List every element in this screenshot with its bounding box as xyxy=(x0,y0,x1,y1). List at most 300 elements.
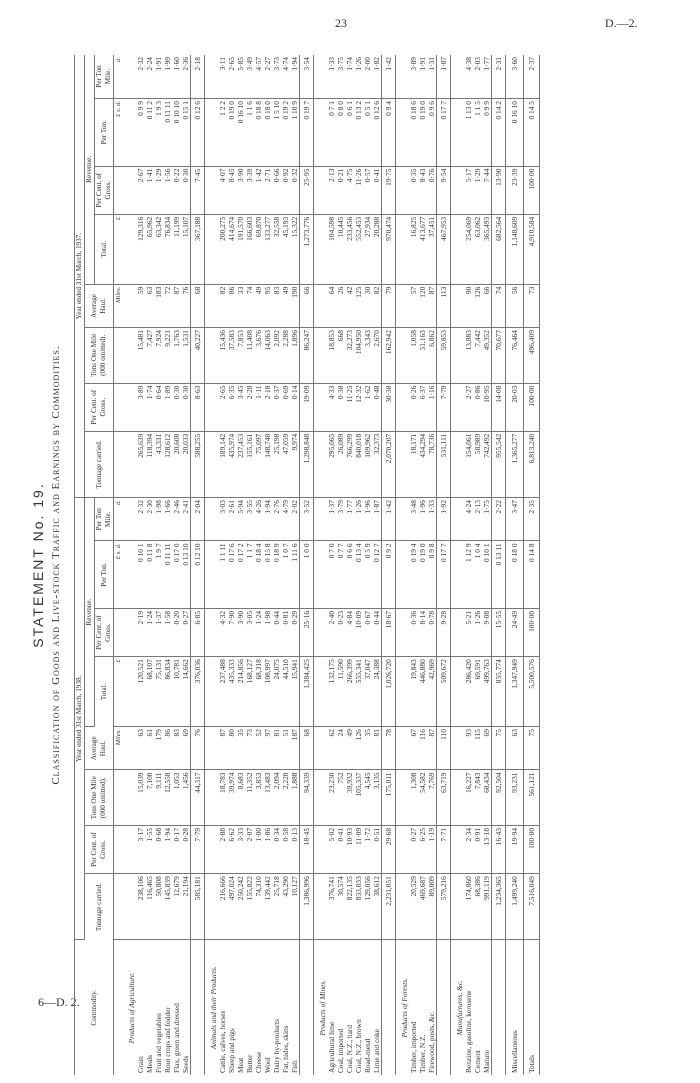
table-cell: 0·23 xyxy=(336,608,345,656)
table-cell: 69 xyxy=(482,727,492,770)
table-cell: 54,582 xyxy=(418,770,427,825)
table-cell: 3·33 xyxy=(236,825,245,873)
header-avg-haul-1938: Average Haul. xyxy=(85,727,114,770)
table-cell: 100·00 xyxy=(524,608,540,656)
table-cell: 0·66 xyxy=(272,166,281,214)
header-per-ton-1937: Per Ton. xyxy=(95,99,114,167)
table-cell: 2·28 xyxy=(245,383,254,431)
table-row xyxy=(227,55,236,1075)
table-cell: 93 xyxy=(464,727,473,770)
table-cell: 0 5 1 xyxy=(363,99,372,167)
table-cell: 1·82 xyxy=(372,55,382,99)
table-cell: 588,255 xyxy=(191,431,205,497)
table-cell: 42,969 xyxy=(427,657,437,727)
table-cell: 18,853 xyxy=(327,328,336,383)
table-row xyxy=(464,55,473,1075)
table-cell: 26 xyxy=(336,284,345,327)
table-cell: 95 xyxy=(263,284,272,327)
header-rev-percent-1937: Per Cent. of Gross. xyxy=(95,166,114,214)
table-cell: 82 xyxy=(218,284,227,327)
table-cell: 37,047 xyxy=(363,657,372,727)
table-cell: 0·48 xyxy=(372,383,382,431)
table-cell: 174,860 xyxy=(464,874,473,940)
table-cell: 0 9 9 xyxy=(482,99,492,167)
table-cell: 1·29 xyxy=(473,166,482,214)
table-cell: 2,288 xyxy=(281,328,290,383)
table-cell: 115 xyxy=(473,727,482,770)
commodity-label: Flax, green and dressed xyxy=(172,1003,181,1073)
table-cell: 78 xyxy=(382,727,396,770)
table-cell: 1,763 xyxy=(172,328,181,383)
commodity-label: Totals xyxy=(524,940,540,1075)
table-cell: 0 14 5 xyxy=(524,99,540,167)
table-cell: 75 xyxy=(492,727,506,770)
table-row xyxy=(482,55,492,1075)
table-cell: 51 xyxy=(281,727,290,770)
statement-subtitle: Classification of Goods and Live-stock Traffic and Earnings by Commodities. xyxy=(50,345,62,785)
table-cell: 0·58 xyxy=(281,825,290,873)
table-cell: 8·63 xyxy=(191,383,205,431)
table-cell: 1·62 xyxy=(363,383,372,431)
table-cell: 3·03 xyxy=(218,498,227,541)
table-cell: 0·92 xyxy=(281,166,290,214)
table-cell: 1 0 0 xyxy=(300,541,314,609)
table-row xyxy=(409,55,418,1075)
table-cell: 2,670 xyxy=(372,328,382,383)
table-cell: 5·21 xyxy=(464,608,473,656)
table-cell: 1·42 xyxy=(382,55,396,99)
table-cell: 0 17 7 xyxy=(437,541,451,609)
commodity-label: Wool xyxy=(263,1057,272,1073)
table-cell: 1·94 xyxy=(290,55,300,99)
table-cell: 0 9 6 xyxy=(427,99,437,167)
commodity-label: Root crops and fodder xyxy=(163,1007,172,1073)
table-cell: 0 9 4 xyxy=(382,99,396,167)
table-cell: 1·00 xyxy=(254,825,263,873)
table-cell: 1 1 6 xyxy=(245,99,254,167)
table-cell: 37,451 xyxy=(427,214,437,284)
commodity-label: Meals xyxy=(145,1054,154,1073)
section-row xyxy=(123,55,136,1075)
table-cell: 7·44 xyxy=(482,166,492,214)
table-cell: 3·75 xyxy=(336,55,345,99)
header-percent-gross-1938: Per Cent. of Gross. xyxy=(85,825,114,873)
table-cell: 3·54 xyxy=(300,55,314,99)
table-cell: 39,932 xyxy=(345,770,354,825)
table-cell: 63 xyxy=(145,284,154,327)
table-cell: 2·03 xyxy=(473,55,482,99)
table-cell: 73 xyxy=(245,727,254,770)
table-cell: 104,950 xyxy=(354,328,363,383)
table-cell: 51,163 xyxy=(418,328,427,383)
table-cell: 0 13 11 xyxy=(492,541,506,609)
table-cell: 16,825 xyxy=(409,214,418,284)
table-cell: 67 xyxy=(409,727,418,770)
table-cell: 189,142 xyxy=(218,431,227,497)
table-cell: 30 xyxy=(363,284,372,327)
table-cell: 15,436 xyxy=(218,328,227,383)
table-cell: 0 11 11 xyxy=(163,99,172,167)
table-cell: 13,883 xyxy=(464,328,473,383)
table-row xyxy=(290,55,300,1075)
table-cell: 1·55 xyxy=(145,825,154,873)
table-cell: 168,127 xyxy=(245,657,254,727)
table-cell: 49 xyxy=(254,284,263,327)
table-cell: 6·25 xyxy=(418,825,427,873)
table-cell: 86 xyxy=(163,727,172,770)
table-cell: 0·29 xyxy=(290,608,300,656)
table-row xyxy=(181,55,191,1075)
commodity-label xyxy=(191,940,205,1075)
table-cell: 5·85 xyxy=(236,55,245,99)
table-cell: 82 xyxy=(372,284,382,327)
table-cell: 0 17 2 xyxy=(236,541,245,609)
table-cell: 1,386,996 xyxy=(300,874,314,940)
table-cell: 37,583 xyxy=(227,328,236,383)
table-cell: 68 xyxy=(300,727,314,770)
document-reference: D.—2. xyxy=(605,16,638,30)
table-cell: 15,941 xyxy=(290,657,300,727)
table-cell: 0 6 6 xyxy=(345,541,354,609)
table-cell: 0·28 xyxy=(181,825,191,873)
table-cell: 15,039 xyxy=(136,770,145,825)
commodity-label: Manure xyxy=(482,1050,491,1073)
table-cell: 555,341 xyxy=(354,657,363,727)
table-cell: 27,934 xyxy=(363,214,372,284)
table-cell: 15,481 xyxy=(136,328,145,383)
commodity-label: Agricultural lime xyxy=(327,1021,336,1073)
page-number: 23 xyxy=(335,16,347,30)
table-row xyxy=(163,55,172,1075)
commodity-label: Coal, N.Z., brown xyxy=(354,1019,363,1073)
table-cell: 76,834 xyxy=(163,214,172,284)
table-cell: 0·22 xyxy=(172,166,181,214)
header-total-1937: Total. xyxy=(95,214,114,284)
table-cell: 4·75 xyxy=(345,166,354,214)
table-cell: 43,331 xyxy=(154,431,163,497)
table-cell: 2,092 xyxy=(272,328,281,383)
table-cell: 92,504 xyxy=(492,770,506,825)
table-cell: 0·44 xyxy=(372,608,382,656)
table-cell: 68,318 xyxy=(254,657,263,727)
table-cell: 0 13 4 xyxy=(354,541,363,609)
table-cell: 1·89 xyxy=(163,383,172,431)
table-cell: 3·89 xyxy=(409,55,418,99)
table-cell: 1 0 4 xyxy=(473,541,482,609)
table-cell: 2·34 xyxy=(464,825,473,873)
table-cell: 61 xyxy=(145,727,154,770)
table-cell: 129,316 xyxy=(136,214,145,284)
table-cell: 1,148,609 xyxy=(510,214,519,284)
table-cell: 43,290 xyxy=(281,874,290,940)
commodity-label: Grain xyxy=(136,1056,145,1073)
table-body xyxy=(114,55,540,1075)
table-cell: 467,953 xyxy=(437,214,451,284)
commodity-label: Sheep and pigs xyxy=(227,1028,236,1073)
table-cell: 2·65 xyxy=(227,55,236,99)
table-cell: 0 18 0 xyxy=(510,541,519,609)
table-cell: 1·94 xyxy=(163,825,172,873)
table-cell: 4·79 xyxy=(281,498,290,541)
table-cell: 0 16 10 xyxy=(510,99,519,167)
table-cell: 0·35 xyxy=(409,166,418,214)
table-cell: 1·74 xyxy=(145,383,154,431)
table-cell: 18,171 xyxy=(409,431,418,497)
table-cell: 0 17 0 xyxy=(172,541,181,609)
table-cell: 0 9 8 xyxy=(427,541,437,609)
table-cell: 0·20 xyxy=(172,608,181,656)
table-cell: 86,247 xyxy=(300,328,314,383)
table-row xyxy=(363,55,372,1075)
table-cell: 2·40 xyxy=(327,608,336,656)
table-cell: 11·25 xyxy=(345,383,354,431)
table-cell: 0 16 10 xyxy=(236,99,245,167)
table-cell: 0 18 9 xyxy=(272,541,281,609)
unit-d-1937: d. xyxy=(114,55,124,99)
table-cell: 4·33 xyxy=(327,383,336,431)
table-cell: 40,227 xyxy=(191,328,205,383)
table-cell: 2·04 xyxy=(191,498,205,541)
section-row xyxy=(396,55,410,1075)
table-cell: 155,822 xyxy=(245,874,254,940)
table-cell: 1 11 6 xyxy=(290,541,300,609)
subtotal-row xyxy=(191,55,205,1075)
table-cell: 3·05 xyxy=(245,608,254,656)
table-cell: 1 1 7 xyxy=(245,541,254,609)
table-cell: 7·90 xyxy=(227,608,236,656)
table-cell: 8,683 xyxy=(236,770,245,825)
table-cell: 25,718 xyxy=(272,874,281,940)
table-cell: 1·19 xyxy=(427,825,437,873)
table-cell: 561,121 xyxy=(524,770,540,825)
table-cell: 0 9 9 xyxy=(136,99,145,167)
table-cell: 1·58 xyxy=(163,608,172,656)
table-cell: 2·36 xyxy=(181,55,191,99)
table-cell: 105,337 xyxy=(354,770,363,825)
table-cell: 0 6 1 xyxy=(345,99,354,167)
table-cell: 1·87 xyxy=(372,498,382,541)
table-cell: 3·17 xyxy=(136,825,145,873)
table-cell: 0 18 0 xyxy=(263,99,272,167)
table-cell: 4·57 xyxy=(254,55,263,99)
table-cell: 4·74 xyxy=(281,55,290,99)
table-cell: 116 xyxy=(418,727,427,770)
table-cell: 250,242 xyxy=(236,874,245,940)
table-row xyxy=(145,55,154,1075)
table-cell: 7·45 xyxy=(191,166,205,214)
table-cell: 496,409 xyxy=(524,328,540,383)
table-cell: 15,107 xyxy=(181,214,191,284)
table-cell: 1·42 xyxy=(382,498,396,541)
table-cell: 6·85 xyxy=(191,608,205,656)
table-cell: 24,388 xyxy=(372,657,382,727)
unit-lsd-1938: £ s. d. xyxy=(114,541,124,609)
table-cell: 52 xyxy=(254,727,263,770)
table-cell: 2·31 xyxy=(492,55,506,99)
table-cell: 2·41 xyxy=(181,498,191,541)
table-cell: 3,135 xyxy=(372,770,382,825)
table-cell: 0·21 xyxy=(336,166,345,214)
table-cell: 1·37 xyxy=(154,608,163,656)
commodity-label: Firewood, posts, &c. xyxy=(427,1011,436,1073)
table-cell: 58,989 xyxy=(473,431,482,497)
table-cell: 0 11 11 xyxy=(163,541,172,609)
table-row xyxy=(327,55,336,1075)
table-cell: 19·94 xyxy=(510,825,519,873)
table-cell: 376,036 xyxy=(191,657,205,727)
table-cell: 2·65 xyxy=(218,383,227,431)
section-heading: Products of Forests. xyxy=(400,977,409,1038)
table-cell: 0 13 10 xyxy=(181,541,191,609)
table-cell: 0·27 xyxy=(181,608,191,656)
table-cell: 13·18 xyxy=(482,825,492,873)
commodity-label xyxy=(492,940,506,1075)
table-cell: 238,106 xyxy=(136,874,145,940)
commodity-label: Timber, imported xyxy=(409,1021,418,1073)
table-cell: 1·74 xyxy=(345,55,354,99)
table-cell: 12,679 xyxy=(172,874,181,940)
table-cell: 13·90 xyxy=(492,166,506,214)
table-cell: 12,558 xyxy=(163,770,172,825)
table-cell: 497,024 xyxy=(227,874,236,940)
commodity-label: Fruit and vegetables xyxy=(154,1013,163,1073)
table-cell: 3·55 xyxy=(245,498,254,541)
table-cell: 20,288 xyxy=(372,214,382,284)
table-cell: 87 xyxy=(427,727,437,770)
table-cell: 1 1 11 xyxy=(218,541,227,609)
table-row xyxy=(336,55,345,1075)
header-per-ton-1938: Per Ton. xyxy=(95,541,114,609)
table-cell: 0 18 6 xyxy=(409,99,418,167)
table-cell: 0·64 xyxy=(154,383,163,431)
header-per-ton-mile-1937: Per Ton Mile. xyxy=(95,55,114,99)
header-ton-miles-1937: Tons One Mile (000 omitted). xyxy=(85,328,114,383)
table-cell: 0 12 7 xyxy=(372,541,382,609)
table-cell: 1·77 xyxy=(482,55,492,99)
table-cell: 0 18 4 xyxy=(254,541,263,609)
table-cell: 1·37 xyxy=(327,498,336,541)
table-cell: 75,131 xyxy=(154,657,163,727)
table-cell: 59 xyxy=(136,284,145,327)
table-cell: 0·81 xyxy=(281,608,290,656)
table-cell: 4·24 xyxy=(464,498,473,541)
table-cell: 64 xyxy=(327,284,336,327)
table-cell: 1·31 xyxy=(427,55,437,99)
table-cell: 49 xyxy=(281,284,290,327)
table-cell: 7,100 xyxy=(145,770,154,825)
table-cell: 50,808 xyxy=(154,874,163,940)
table-cell: 16,227 xyxy=(464,770,473,825)
table-cell: 1·77 xyxy=(345,498,354,541)
table-cell: 1 9 7 xyxy=(154,541,163,609)
table-cell: 2,094 xyxy=(272,770,281,825)
commodity-label xyxy=(382,940,396,1075)
table-cell: 0·91 xyxy=(473,825,482,873)
table-cell: 509,672 xyxy=(437,657,451,727)
table-cell: 7,427 xyxy=(145,328,154,383)
table-row xyxy=(354,55,363,1075)
table-cell: 0 12 6 xyxy=(191,99,205,167)
table-cell: 2·27 xyxy=(263,55,272,99)
table-cell: 90 xyxy=(464,284,473,327)
table-cell: 6·35 xyxy=(227,383,236,431)
table-cell: 1·99 xyxy=(163,55,172,99)
table-cell: 129,056 xyxy=(363,874,372,940)
units-row xyxy=(114,55,124,1075)
table-cell: 1·72 xyxy=(363,825,372,873)
table-cell: 2·35 xyxy=(524,498,540,541)
header-revenue-1937: Revenue. xyxy=(85,55,95,284)
table-cell: 0 12 6 xyxy=(372,99,382,167)
table-cell: 0·51 xyxy=(372,825,382,873)
table-cell: 7·71 xyxy=(437,825,451,873)
table-cell: 1 0 7 xyxy=(281,541,290,609)
table-cell: 0·13 xyxy=(290,825,300,873)
table-cell: 822,135 xyxy=(345,874,354,940)
table-cell: 1·86 xyxy=(263,825,272,873)
table-cell: 2·37 xyxy=(524,55,540,99)
table-cell: 32,373 xyxy=(372,431,382,497)
table-cell: 145,839 xyxy=(163,874,172,940)
table-cell: 13,483 xyxy=(263,770,272,825)
table-cell: 265,639 xyxy=(136,431,145,497)
table-cell: 0·76 xyxy=(427,166,437,214)
table-row xyxy=(510,55,519,1075)
table-row xyxy=(418,55,427,1075)
table-cell: 80 xyxy=(227,727,236,770)
table-cell: 2·46 xyxy=(172,498,181,541)
table-row xyxy=(254,55,263,1075)
table-cell: 2·32 xyxy=(136,55,145,99)
table-cell: 63 xyxy=(136,727,145,770)
subtotal-row xyxy=(437,55,451,1075)
table-cell: 970,474 xyxy=(382,214,396,284)
table-cell: 0 9 2 xyxy=(382,541,396,609)
table-cell: 69,870 xyxy=(254,214,263,284)
table-cell: 0 10 10 xyxy=(172,99,181,167)
table-cell: 585,181 xyxy=(191,874,205,940)
table-cell: 2·67 xyxy=(136,166,145,214)
table-cell: 2·76 xyxy=(272,498,281,541)
table-cell: 0 8 0 xyxy=(336,99,345,167)
table-cell: 65,962 xyxy=(145,214,154,284)
commodity-label: Cement xyxy=(473,1050,482,1073)
table-cell: 2·07 xyxy=(245,825,254,873)
table-cell: 18,783 xyxy=(218,770,227,825)
table-cell: 0·27 xyxy=(409,825,418,873)
table-cell: 100·00 xyxy=(524,383,540,431)
table-cell: 10·09 xyxy=(354,608,363,656)
table-cell: 1·16 xyxy=(427,383,437,431)
table-cell: 365,493 xyxy=(482,214,492,284)
statement-title: STATEMENT No. 19. xyxy=(30,482,46,648)
table-cell: 1·91 xyxy=(154,55,163,99)
table-cell: 75,097 xyxy=(254,431,263,497)
table-cell: 75 xyxy=(524,727,540,770)
table-cell: 1·29 xyxy=(154,166,163,214)
table-cell: 1,896 xyxy=(290,328,300,383)
table-cell: 73 xyxy=(524,284,540,327)
table-cell: 0 10 1 xyxy=(136,541,145,609)
table-cell: 295,065 xyxy=(327,431,336,497)
table-cell: 14,662 xyxy=(181,657,191,727)
table-cell: 7,924 xyxy=(154,328,163,383)
unit-miles-1937: Miles. xyxy=(114,284,124,327)
table-cell: 1·26 xyxy=(354,55,363,99)
table-cell: 0·30 xyxy=(172,383,181,431)
table-cell: 4·26 xyxy=(254,498,263,541)
table-cell: 7,442 xyxy=(473,328,482,383)
